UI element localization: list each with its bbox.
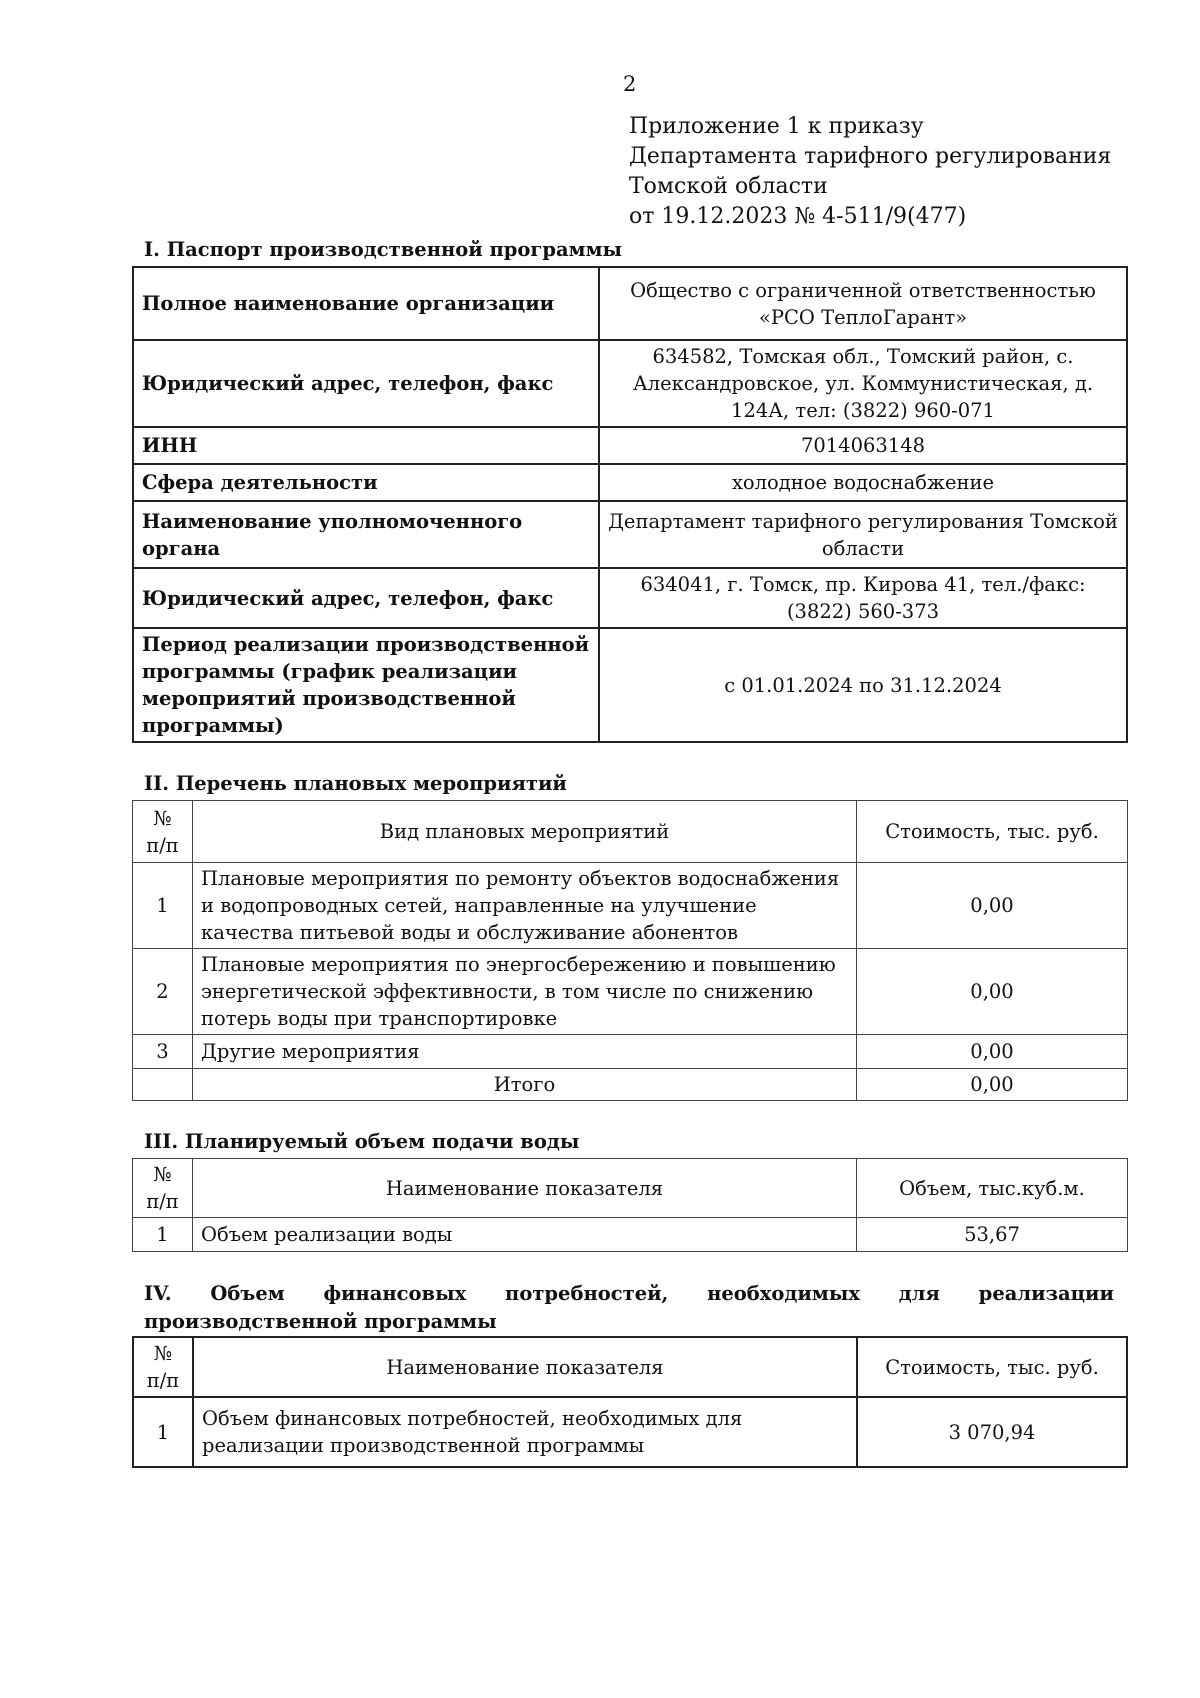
row-cost: 0,00 <box>857 863 1128 949</box>
table-header-row <box>133 1337 1127 1397</box>
appendix-line: от 19.12.2023 № 4-511/9(477) <box>629 204 967 229</box>
header-num: № п/п <box>133 1337 193 1397</box>
table-row <box>133 628 1127 742</box>
table-row <box>133 863 1128 949</box>
activities-table <box>132 800 1128 1101</box>
row-num: 1 <box>133 863 193 949</box>
row-value: 634582, Томская обл., Томский район, с. Александровское, ул. Коммунистическая, д. 124А, тел: (3822) 960-071 <box>599 340 1127 427</box>
row-value: Общество с ограниченной ответственностью «РСО ТеплоГарант» <box>599 267 1127 340</box>
row-num: 3 <box>133 1035 193 1069</box>
appendix-line: Томской области <box>629 174 828 199</box>
table-row <box>133 1035 1128 1069</box>
header-num: № п/п <box>133 1159 193 1218</box>
row-num: 2 <box>133 949 193 1035</box>
header-cost: Стоимость, тыс. руб. <box>857 801 1128 863</box>
row-label: Наименование уполномоченного органа <box>133 501 599 568</box>
row-cost: 0,00 <box>857 949 1128 1035</box>
row-num: 1 <box>133 1397 193 1467</box>
header-name: Вид плановых мероприятий <box>193 801 857 863</box>
water-volume-table <box>132 1158 1128 1252</box>
header-name: Наименование показателя <box>193 1337 857 1397</box>
table-header-row <box>133 1159 1128 1218</box>
row-value: с 01.01.2024 по 31.12.2024 <box>599 628 1127 742</box>
row-value: 7014063148 <box>599 427 1127 464</box>
table-row <box>133 1397 1127 1467</box>
header-num: № п/п <box>133 801 193 863</box>
row-label: ИНН <box>133 427 599 464</box>
section2-title: II. Перечень плановых мероприятий <box>144 772 567 795</box>
table-row <box>133 949 1128 1035</box>
section3-title: III. Планируемый объем подачи воды <box>144 1130 580 1153</box>
total-row <box>133 1069 1128 1101</box>
page-number: 2 <box>623 72 637 96</box>
row-label: Юридический адрес, телефон, факс <box>133 340 599 427</box>
section4-title: IV. Объем финансовых потребностей, необходимых для реализации производственной программы <box>144 1282 1114 1333</box>
total-cost: 0,00 <box>857 1069 1128 1101</box>
appendix-header <box>629 112 1111 232</box>
row-label: Юридический адрес, телефон, факс <box>133 568 599 628</box>
appendix-line: Департамента тарифного регулирования <box>629 144 1112 169</box>
row-name: Плановые мероприятия по энергосбережению и повышению энергетической эффективности, в том числе по снижению потерь воды при транспортировке <box>193 949 857 1035</box>
row-name: Другие мероприятия <box>193 1035 857 1069</box>
section1-title: I. Паспорт производственной программы <box>144 238 623 261</box>
table-header-row <box>133 801 1128 863</box>
row-value: 53,67 <box>857 1218 1128 1252</box>
row-num: 1 <box>133 1218 193 1252</box>
row-cost: 0,00 <box>857 1035 1128 1069</box>
financial-needs-table <box>132 1336 1128 1468</box>
table-row <box>133 267 1127 340</box>
row-label: Сфера деятельности <box>133 464 599 501</box>
row-value: Департамент тарифного регулирования Томской области <box>599 501 1127 568</box>
table-row <box>133 568 1127 628</box>
row-name: Объем реализации воды <box>193 1218 857 1252</box>
total-label: Итого <box>193 1069 857 1101</box>
row-name: Плановые мероприятия по ремонту объектов водоснабжения и водопроводных сетей, направленные на улучшение качества питьевой воды и обслуживание абонентов <box>193 863 857 949</box>
row-value: 634041, г. Томск, пр. Кирова 41, тел./факс: (3822) 560-373 <box>599 568 1127 628</box>
header-cost: Стоимость, тыс. руб. <box>857 1337 1127 1397</box>
row-label: Период реализации производственной программы (график реализации мероприятий производственной программы) <box>133 628 599 742</box>
row-value: холодное водоснабжение <box>599 464 1127 501</box>
table-row <box>133 501 1127 568</box>
row-label: Полное наименование организации <box>133 267 599 340</box>
header-value: Объем, тыс.куб.м. <box>857 1159 1128 1218</box>
passport-table <box>132 266 1128 743</box>
appendix-line: Приложение 1 к приказу <box>629 114 924 139</box>
table-row <box>133 427 1127 464</box>
total-num <box>133 1069 193 1101</box>
header-name: Наименование показателя <box>193 1159 857 1218</box>
row-cost: 3 070,94 <box>857 1397 1127 1467</box>
table-row <box>133 340 1127 427</box>
table-row <box>133 1218 1128 1252</box>
row-name: Объем финансовых потребностей, необходимых для реализации производственной программы <box>193 1397 857 1467</box>
table-row <box>133 464 1127 501</box>
